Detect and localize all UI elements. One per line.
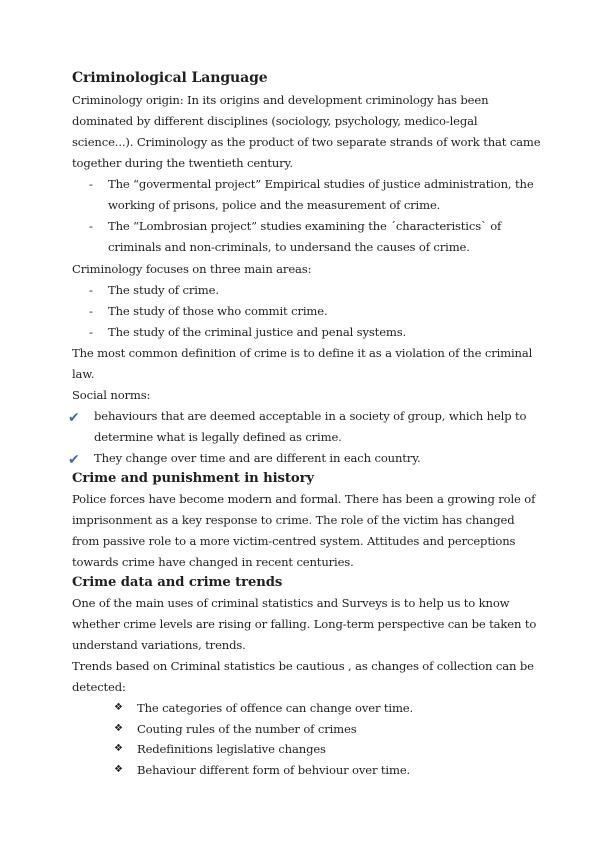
list-item-text: Behaviour different form of behviour over time. [137, 762, 411, 777]
projects-list [72, 174, 542, 258]
list-item-text: The study of the criminal justice and penal systems. [108, 325, 407, 339]
section-title-criminological-language: Criminological Language [72, 70, 268, 86]
list-item-text: The study of those who commit crime. [108, 304, 328, 318]
list-item-text: The “govermental project” Empirical studies of justice administration, the working of prisons, police and the measurement of crime. [108, 177, 534, 212]
list-item [72, 739, 542, 760]
document-page [68, 68, 542, 780]
list-item [68, 406, 542, 448]
crime-definition: The most common definition of crime is to define it as a violation of the criminal law. [72, 346, 533, 381]
dash-marker: - [89, 325, 93, 339]
collection-changes-list [72, 698, 542, 780]
list-item [72, 174, 542, 216]
dash-marker: - [89, 283, 93, 297]
list-item [72, 216, 542, 258]
list-item [72, 760, 542, 781]
focus-intro: Criminology focuses on three main areas: [72, 262, 312, 276]
dash-marker: - [89, 304, 93, 318]
intro-paragraph: Criminology origin: In its origins and development criminology has been dominated by different disciplines (sociology, psychology, medico-legal science...). Criminology as the product of two separate strands of work that came together during the twentieth century. [72, 93, 541, 170]
list-item [72, 698, 542, 719]
list-item-text: Redefinitions legislative changes [137, 742, 326, 756]
focus-areas-list [72, 280, 542, 343]
checkmark-icon: ✔ [68, 452, 80, 468]
social-norms-list [68, 406, 542, 469]
list-item [72, 301, 542, 322]
history-paragraph: Police forces have become modern and formal. There has been a growing role of imprisonment as a key response to crime. The role of the victim has changed from passive role to a more victim-centred system. Attitudes and perceptions towards crime have changed in recent centuries. [72, 492, 536, 569]
list-item-text: The “Lombrosian project” studies examining the ´characteristics` of criminals and non-criminals, to undersand the causes of crime. [108, 219, 502, 254]
diamond-bullet-icon: ❖ [114, 763, 123, 775]
section-title-crime-punishment-history: Crime and punishment in history [72, 471, 314, 486]
section-title-crime-data-trends: Crime data and crime trends [72, 575, 283, 590]
dash-marker: - [89, 177, 93, 191]
list-item-text: behaviours that are deemed acceptable in a society of group, which help to determine what is legally defined as crime. [94, 409, 527, 444]
list-item [72, 280, 542, 301]
diamond-bullet-icon: ❖ [114, 743, 123, 754]
diamond-bullet-icon: ❖ [114, 722, 123, 734]
checkmark-icon: ✔ [68, 410, 80, 426]
list-item-text: The study of crime. [108, 283, 219, 297]
list-item [72, 322, 542, 343]
dash-marker: - [89, 219, 93, 233]
list-item-text: Couting rules of the number of crimes [137, 721, 357, 736]
list-item [68, 448, 542, 469]
trends-intro: Trends based on Criminal statistics be cautious , as changes of collection can be detected: [72, 659, 534, 694]
diamond-bullet-icon: ❖ [114, 702, 123, 713]
list-item [72, 719, 542, 740]
list-item-text: The categories of offence can change over time. [137, 701, 414, 715]
statistics-paragraph: One of the main uses of criminal statistics and Surveys is to help us to know whether crime levels are rising or falling. Long-term perspective can be taken to understand variations, trends. [72, 596, 537, 652]
list-item-text: They change over time and are different in each country. [94, 451, 421, 465]
social-norms-label: Social norms: [72, 388, 151, 402]
